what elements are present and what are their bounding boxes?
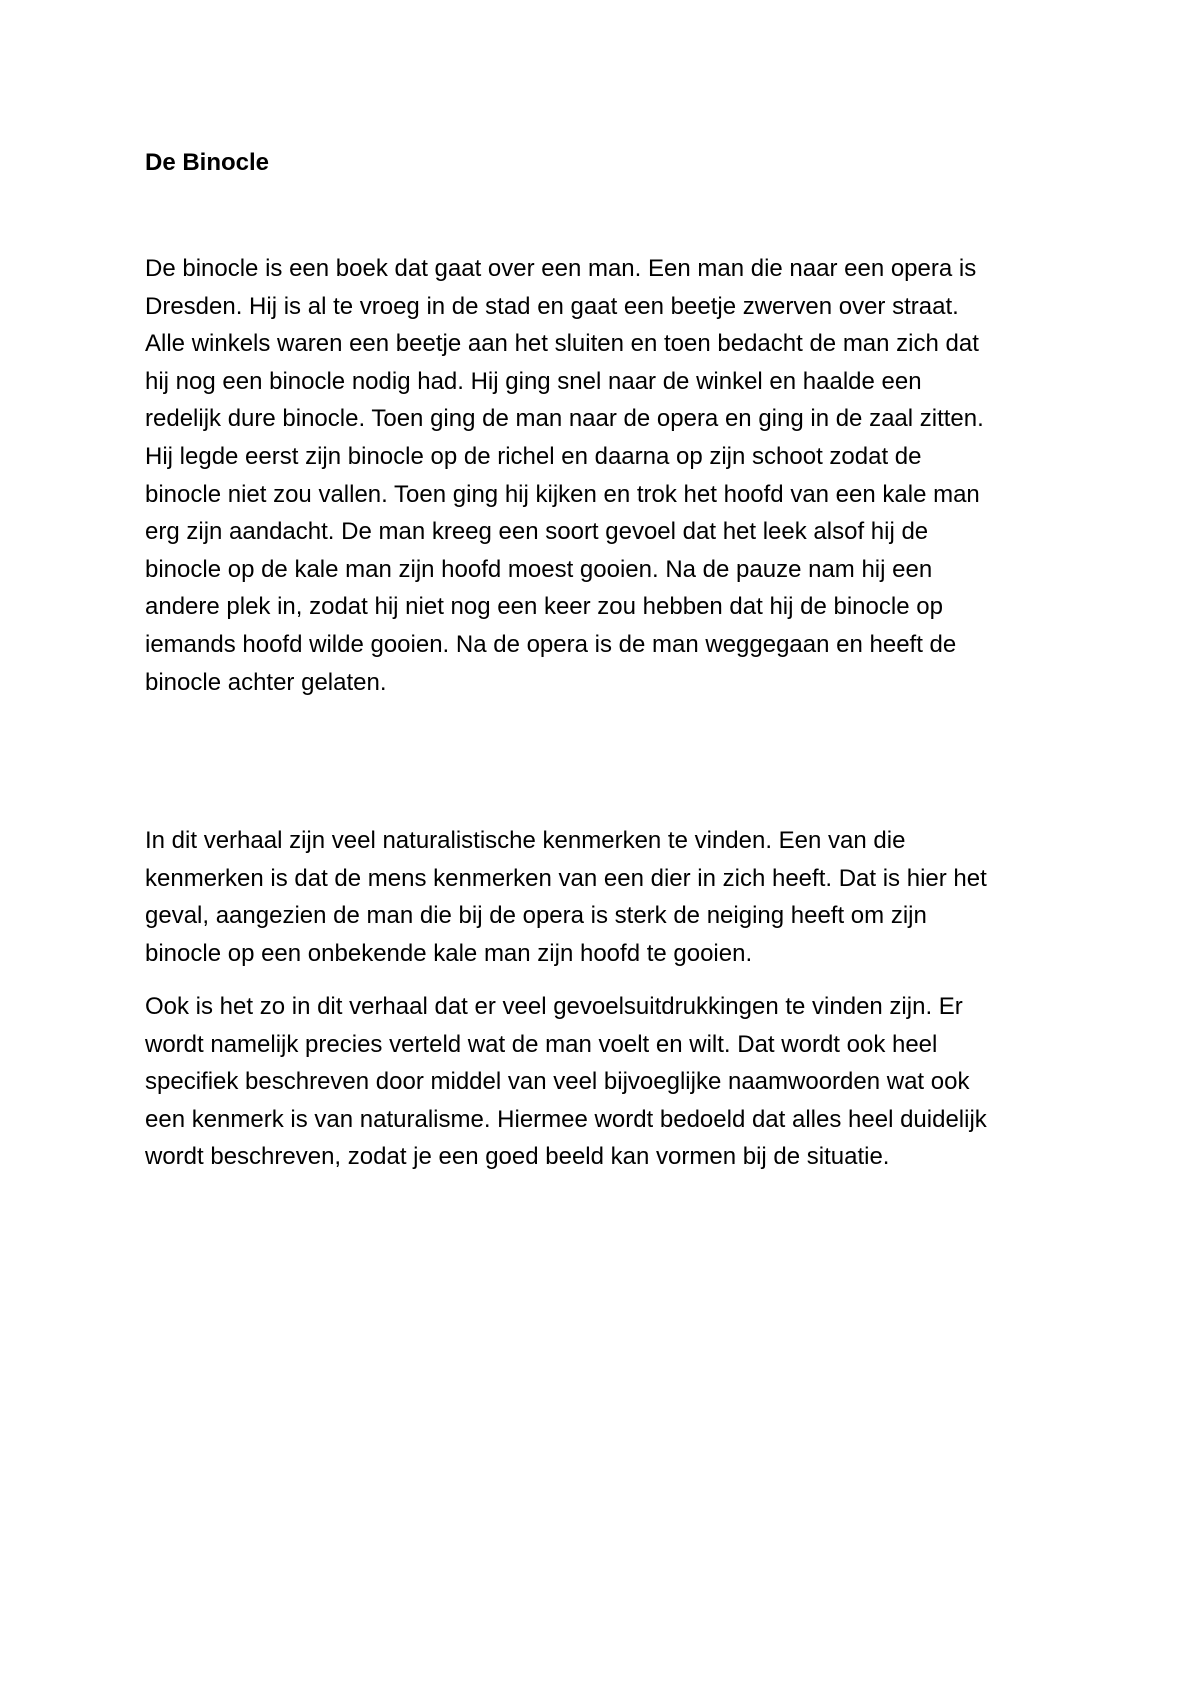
- text-line: wordt beschreven, zodat je een goed beeld kan vormen bij de situatie.: [145, 1143, 890, 1171]
- text-line: andere plek in, zodat hij niet nog een keer zou hebben dat hij de binocle op: [145, 593, 943, 621]
- text-line: erg zijn aandacht. De man kreeg een soort gevoel dat het leek alsof hij de: [145, 518, 929, 546]
- text-line: kenmerken is dat de mens kenmerken van een dier in zich heeft. Dat is hier het: [145, 864, 987, 892]
- paragraph-summary: [145, 250, 984, 701]
- text-line: In dit verhaal zijn veel naturalistische kenmerken te vinden. Een van die: [145, 827, 906, 854]
- paragraph-naturalism-1: [145, 822, 987, 972]
- text-line: binocle achter gelaten.: [145, 668, 387, 696]
- text-line: binocle op een onbekende kale man zijn hoofd te gooien.: [145, 939, 753, 967]
- text-line: De binocle is een boek dat gaat over een man. Een man die naar een opera is: [145, 255, 977, 282]
- text-line: een kenmerk is van naturalisme. Hiermee wordt bedoeld dat alles heel duidelijk: [145, 1105, 987, 1133]
- paragraph-naturalism-2: [145, 988, 987, 1176]
- text-line: specifiek beschreven door middel van veel bijvoeglijke naamwoorden wat ook: [145, 1068, 970, 1096]
- text-line: binocle niet zou vallen. Toen ging hij kijken en trok het hoofd van een kale man: [145, 480, 980, 508]
- text-line: iemands hoofd wilde gooien. Na de opera is de man weggegaan en heeft de: [145, 630, 957, 658]
- text-line: binocle op de kale man zijn hoofd moest gooien. Na de pauze nam hij een: [145, 555, 933, 583]
- text-line: Ook is het zo in dit verhaal dat er veel gevoelsuitdrukkingen te vinden zijn. Er: [145, 993, 963, 1020]
- text-line: Hij legde eerst zijn binocle op de richel en daarna op zijn schoot zodat de: [145, 442, 922, 470]
- text-line: Dresden. Hij is al te vroeg in de stad en gaat een beetje zwerven over straat.: [145, 292, 959, 320]
- document-title: De Binocle: [145, 149, 270, 176]
- text-line: redelijk dure binocle. Toen ging de man naar de opera en ging in de zaal zitten.: [145, 405, 984, 433]
- text-line: hij nog een binocle nodig had. Hij ging snel naar de winkel en haalde een: [145, 367, 922, 395]
- text-line: wordt namelijk precies verteld wat de man voelt en wilt. Dat wordt ook heel: [145, 1030, 938, 1058]
- text-line: Alle winkels waren een beetje aan het sluiten en toen bedacht de man zich dat: [145, 330, 979, 358]
- text-line: geval, aangezien de man die bij de opera is sterk de neiging heeft om zijn: [145, 902, 927, 930]
